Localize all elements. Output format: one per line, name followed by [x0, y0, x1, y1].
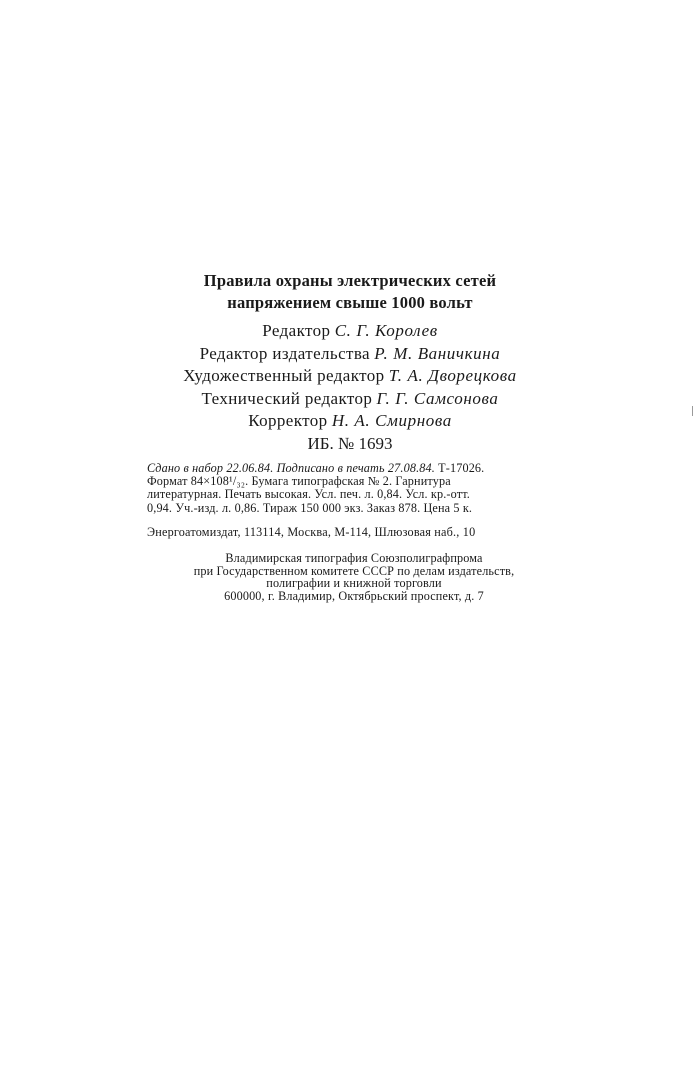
credit-publishing-editor	[0, 343, 700, 366]
credit-art-editor	[0, 365, 700, 388]
printer-line-3: полиграфии и книжной торговли	[266, 576, 442, 591]
book-title-line-1: Правила охраны электрических сетей	[203, 271, 497, 290]
credit-role: Технический редактор	[201, 388, 373, 408]
credit-role: Художественный редактор	[183, 366, 385, 385]
printer-line-4: 600000, г. Владимир, Октябрьский проспект, д. 7	[224, 588, 484, 603]
imprint-dates: Сдано в набор 22.06.84. Подписано в печать 27.08.84.	[147, 461, 435, 475]
imprint-line-4: 0,94. Уч.-изд. л. 0,86. Тираж 150 000 экз. Заказ 878. Цена 5 к.	[147, 500, 473, 515]
book-title-line-2: напряжением свыше 1000 вольт	[227, 293, 473, 312]
credit-person: Г. Г. Самсонова	[376, 388, 499, 408]
credit-person: Т. А. Дворецкова	[388, 366, 517, 385]
scan-edge-mark	[692, 406, 693, 416]
credit-proofreader	[0, 410, 700, 433]
credit-editor	[0, 320, 700, 343]
book-title	[0, 270, 700, 314]
imprint-details	[147, 462, 561, 515]
imprint-order-code: Т-17026.	[438, 461, 485, 475]
credit-role: Редактор издательства	[199, 343, 370, 363]
credit-person: Н. А. Смирнова	[331, 411, 452, 430]
credit-person: С. Г. Королев	[334, 321, 438, 340]
publisher-address: Энергоатомиздат, 113114, Москва, М-114, Шлюзовая наб., 10	[147, 525, 476, 539]
imprint-line-3: литературная. Печать высокая. Усл. печ. л. 0,84. Усл. кр.-отт.	[147, 487, 470, 502]
credit-role: Корректор	[248, 411, 328, 430]
credit-role: Редактор	[262, 321, 331, 340]
printer-line-2: при Государственном комитете СССР по делам издательств,	[193, 563, 515, 578]
credit-person: Р. М. Ваничкина	[374, 343, 501, 363]
credits-list	[0, 320, 700, 455]
printer-info	[0, 552, 700, 602]
printer-line-1: Владимирская типография Союзполиграфпрома	[225, 551, 483, 565]
imprint-line-2: Формат 84×108¹/₃₂. Бумага типографская № 2. Гарнитура	[147, 474, 451, 489]
credit-technical-editor	[0, 388, 700, 411]
ib-number: ИБ. № 1693	[307, 433, 393, 453]
